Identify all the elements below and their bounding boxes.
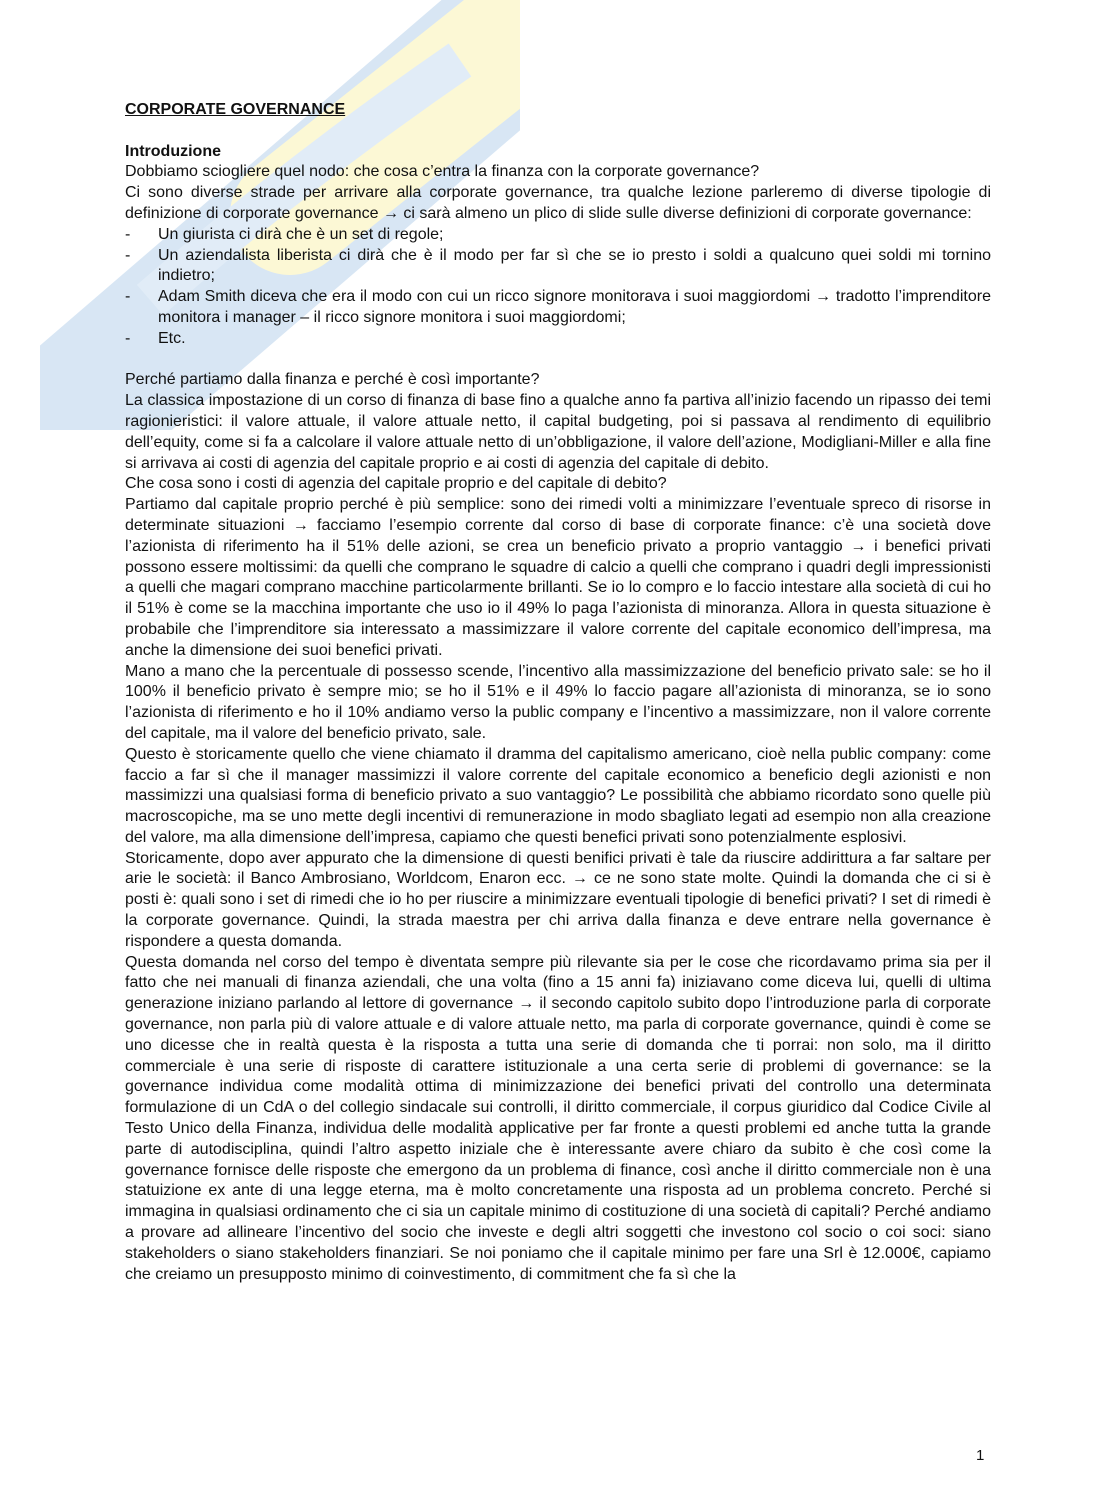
list-item: - Un giurista ci dirà che è un set di regole; [125, 225, 991, 246]
list-item: - Un aziendalista liberista ci dirà che è il modo per far sì che se io presto i soldi a qualcuno quei soldi mi tornino indietro; [125, 246, 991, 288]
paragraph: Mano a mano che la percentuale di possesso scende, l’incentivo alla massimizzazione del beneficio privato sale: se ho il 100% il beneficio privato è sempre mio; se ho il 51% e il 49% lo faccio pagare all’azionista di minoranza, se io sono l’azionista di riferimento e ho il 10% andiamo verso la public company e l’incentivo a massimizzare, non il valore corrente del capitale, ma il valore del beneficio privato, sale. [125, 662, 991, 742]
paragraph: Storicamente, dopo aver appurato che la dimensione di questi benifici privati è tale da riuscire addirittura a far saltare per arie le società: il Banco Ambrosiano, Worldcom, Enaron ecc. → ce ne sono state molte. Quindi la domanda che ci si è posti è: quali sono i set di rimedi che io ho per riuscire a minimizzare eventuali tipologie di benefici privati? I set di rimedi è la corporate governance. Quindi, la strada maestra per chi arriva dalla finanza e deve entrare nella governance è rispondere a questa domanda. [125, 849, 991, 950]
definitions-list [125, 225, 991, 350]
document-title: CORPORATE GOVERNANCE [125, 101, 346, 118]
list-item: - Etc. [125, 329, 991, 350]
document-body [125, 100, 991, 1285]
list-item: - Adam Smith diceva che era il modo con cui un ricco signore monitorava i suoi maggiordomi → tradotto l’imprenditore monitora i manager – il ricco signore monitora i suoi maggiordomi; [125, 287, 991, 329]
page-number: 1 [976, 1447, 985, 1464]
paragraph: Questa domanda nel corso del tempo è diventata sempre più rilevante sia per le cose che ricordavamo prima sia per il fatto che nei manuali di finanza aziendali, che una volta (fino a 15 anni fa) iniziavano come diceva lui, quelli di ultima generazione iniziano parlando al lettore di governance → il secondo capitolo subito dopo l’introduzione parla di corporate governance, non parla più di valore attuale e di valore attuale netto, ma parla di corporate governance, quindi è come se uno dicesse che in realtà questa è la risposta a tutta una serie di domanda che ti porrai: non solo, ma il diritto commerciale è una serie di risposte di carattere istituzionale a una certa serie di problemi di governance: se la governance individua come modalità ottima di minimizzazione dei benefici privati del controllo una determinata formulazione di un CdA o del collegio sindacale sui controlli, il diritto commerciale, il corpus giuridico dal Codice Civile al Testo Unico della Finanza, individua delle modalità applicative per far fronte a questi problemi ed anche tutta la grande parte di autodisciplina, quindi l’altro aspetto iniziale che è interessante avere chiaro da subito è che così come la governance fornisce delle risposte che emergono da un problema di finance, così anche il diritto commerciale non è una statuizione ex ante di una legge eterna, ma è molto concretamente una risposta ad un problema concreto. Perché si immagina in qualsiasi ordinamento che ci sia un capitale minimo di costituzione di una società di capitali? Perché andiamo a provare ad allineare l’incentivo del socio che investe e degli altri soggetti che investono col socio o coi soci: siano stakeholders o siano stakeholders finanziari. Se noi poniamo che il capitale minimo per fare una Srl è 12.000€, capiamo che creiamo un presupposto minimo di coinvestimento, di commitment che fa sì che la [125, 953, 991, 1283]
paragraph: Perché partiamo dalla finanza e perché è così importante? [125, 371, 540, 389]
paragraph-gap [125, 350, 991, 371]
paragraph: Che cosa sono i costi di agenzia del capitale proprio e del capitale di debito? [125, 475, 667, 493]
intro-paragraph: Ci sono diverse strade per arrivare alla corporate governance, tra qualche lezione parleremo di diverse tipologie di definizione di corporate governance → ci sarà almeno un plico di slide sulle diverse definizioni di corporate governance: [125, 184, 991, 222]
paragraph: La classica impostazione di un corso di finanza di base fino a qualche anno fa partiva all’inizio facendo un ripasso dei temi ragionieristici: il valore attuale, il valore attuale netto, il capital budgeting, poi si passava al rendimento di equilibrio dell’equity, come si fa a calcolare il valore attuale netto di un’obbligazione, il valore dell’azione, Modigliani-Miller e alla fine si arrivava ai costi di agenzia del capitale proprio e ai costi di agenzia del capitale di debito. [125, 392, 991, 472]
paragraph: Partiamo dal capitale proprio perché è più semplice: sono dei rimedi volti a minimizzare l’eventuale spreco di risorse in determinate situazioni → facciamo l’esempio corrente dal corso di base di corporate finance: c’è una società dove l’azionista di riferimento ha il 51% delle azioni, se crea un beneficio privato a proprio vantaggio → i benefici privati possono essere moltissimi: da quelli che comprano le squadre di calcio a quelli che comprano i quadri degli impressionisti a quelli che magari comprano macchine particolarmente brillanti. Se io lo compro e lo faccio intestare alla società di cui ho il 51% è come se la macchina importante che uso io il 49% lo paga l’azionista di minoranza. Allora in questa situazione è probabile che l’imprenditore sia interessato a massimizzare il valore corrente del capitale economico dell’impresa, ma anche la dimensione dei suoi benefici privati. [125, 496, 991, 659]
intro-question: Dobbiamo sciogliere quel nodo: che cosa c’entra la finanza con la corporate governance? [125, 163, 760, 181]
section-title: Introduzione [125, 142, 221, 160]
paragraph: Questo è storicamente quello che viene chiamato il dramma del capitalismo americano, cioè nella public company: come faccio a far sì che il manager massimizzi il valore corrente del capitale economico a beneficio degli azionisti e non massimizzi una qualsiasi forma di beneficio privato a suo vantaggio? Le possibilità che abbiamo ricordato sono quelle più macroscopiche, ma se uno mette degli incentivi di remunerazione in modo sbagliato legati ad esempio non alla creazione del valore, ma alla dimensione dell’impresa, capiamo che questi benefici privati sono potenzialmente esplosivi. [125, 745, 991, 846]
